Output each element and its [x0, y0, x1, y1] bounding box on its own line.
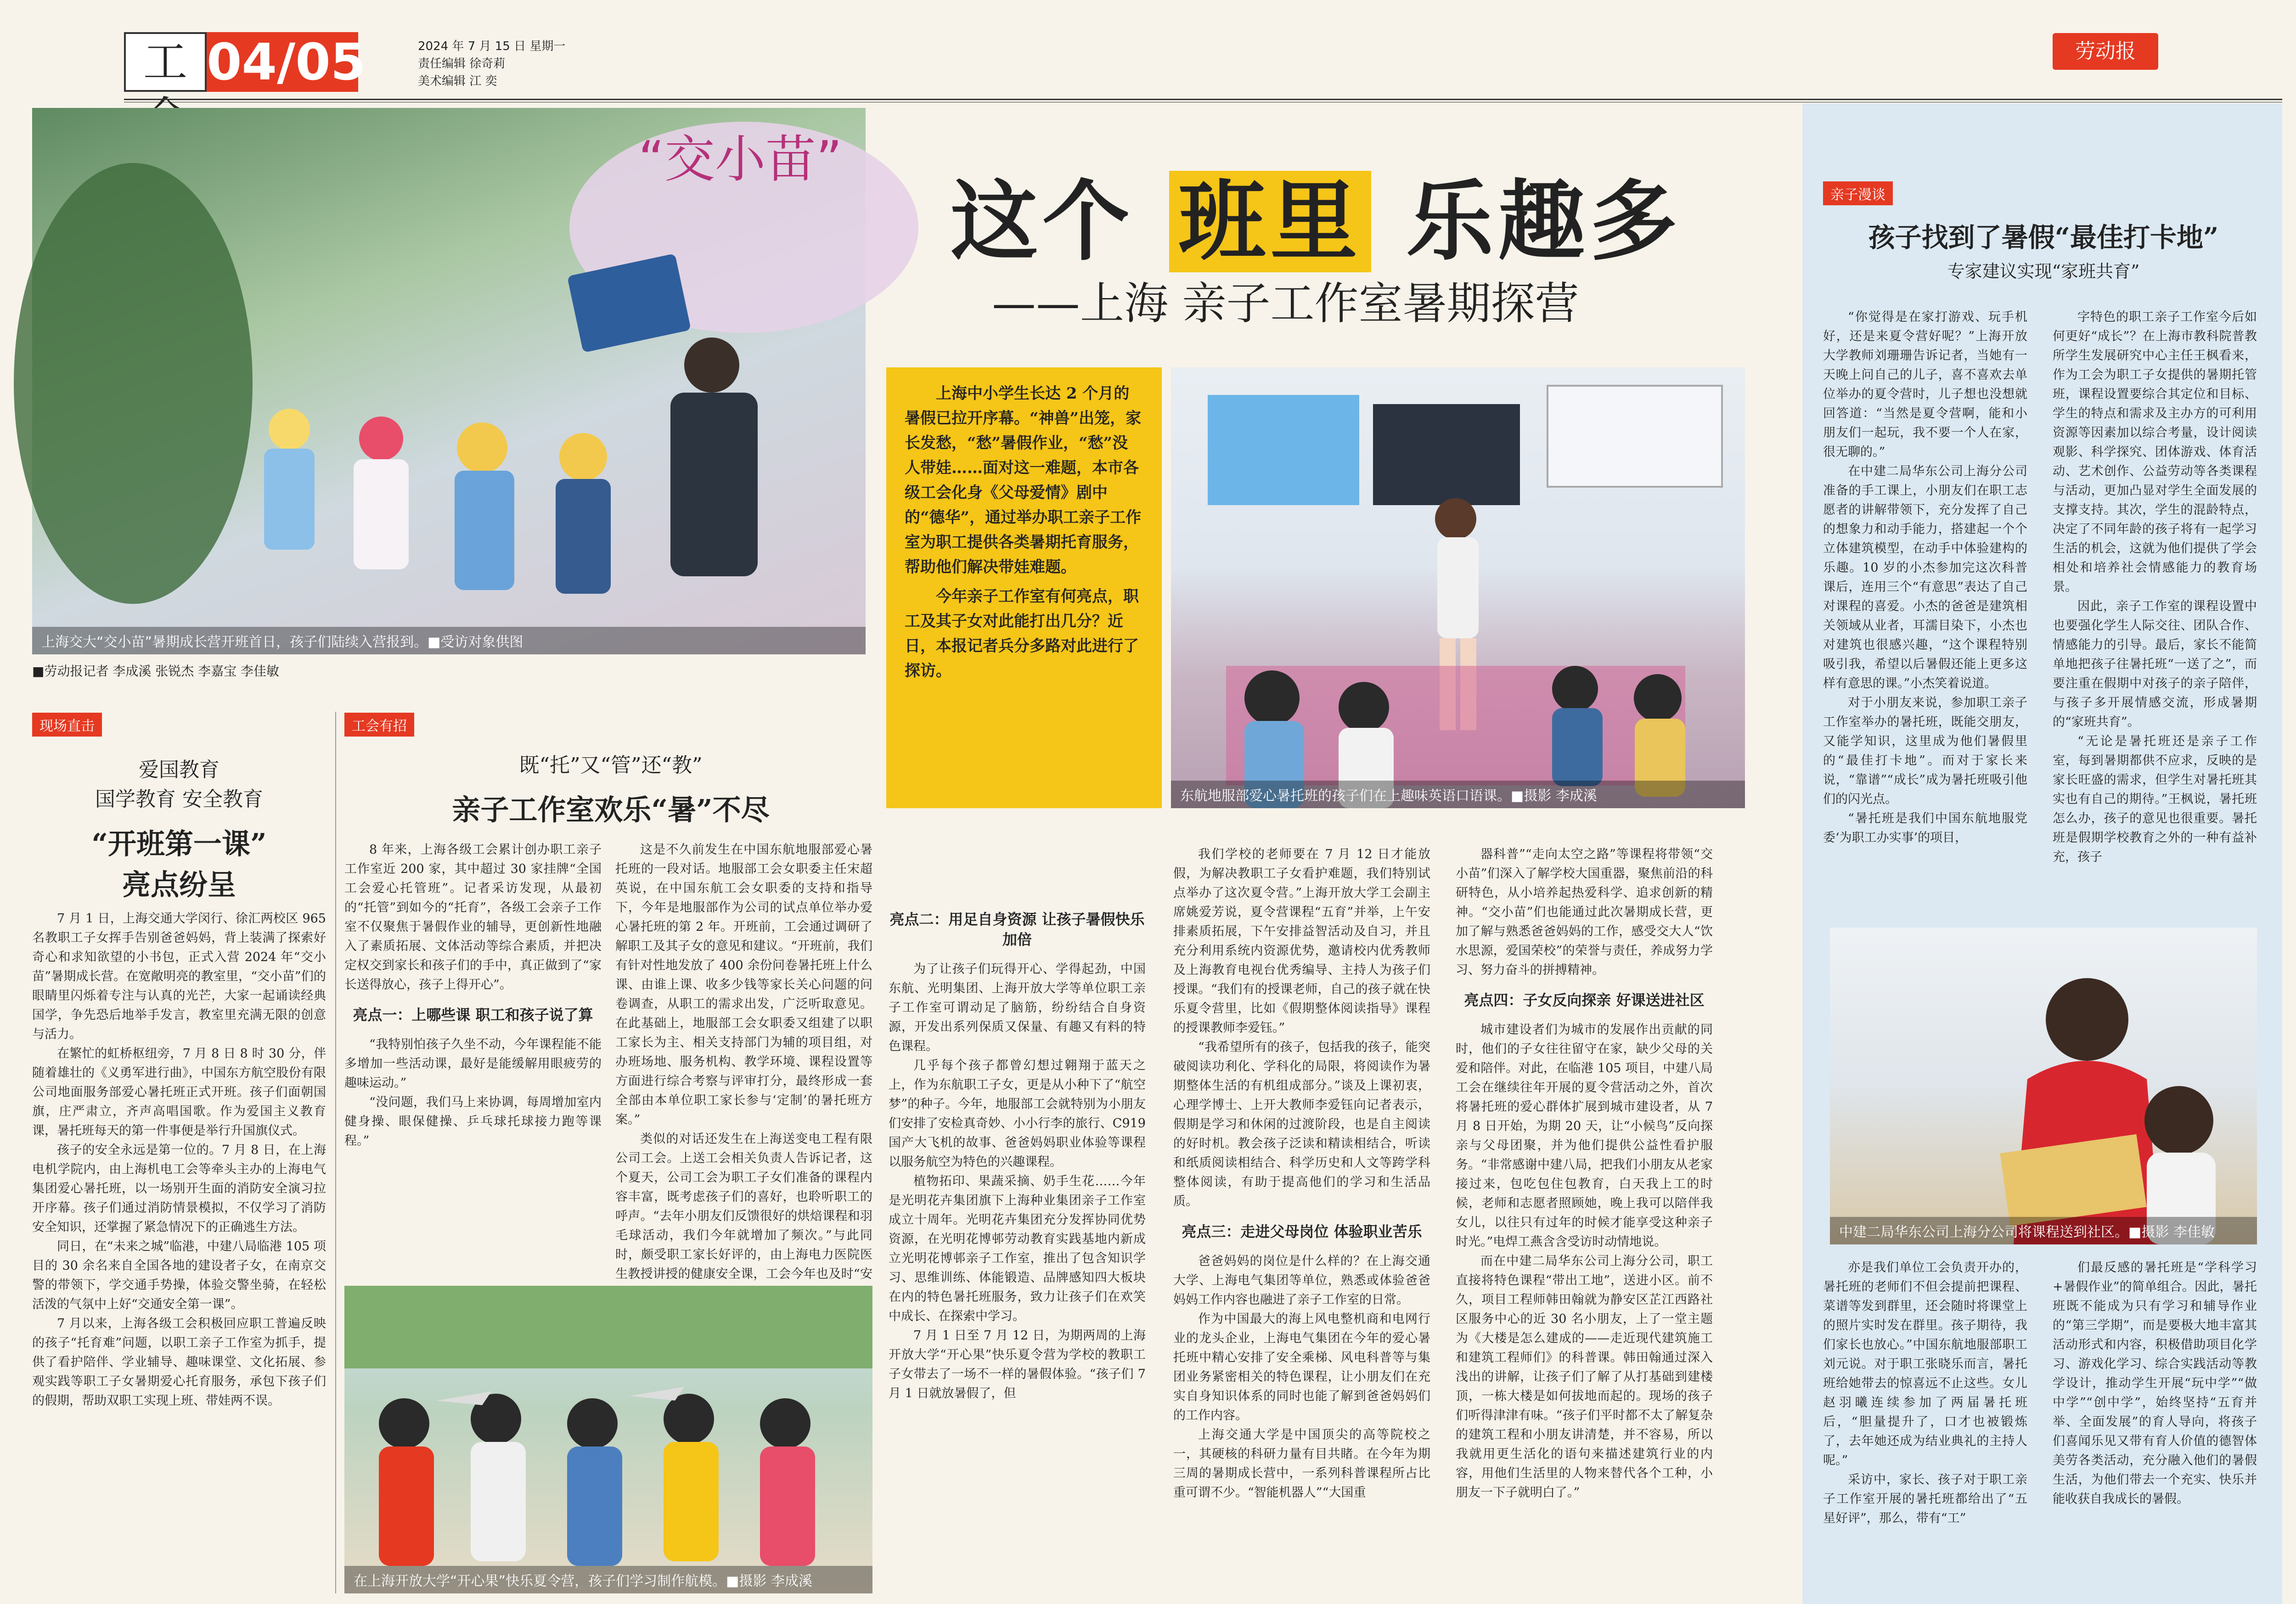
sidebar-column-4 [2053, 1258, 2257, 1593]
mid-headline [344, 749, 877, 828]
mid-paragraph: 这是不久前发生在中国东航地服部爱心暑托班的一段对话。地服部工会女职委主任宋超英说，在中国东航工会女职委的支持和指导下，今年是地服部作为公司的试点单位举办爱心暑托班的第 2 年。开班前，工会通过调研了解职工及其子女的意见和建议。“开班前，我们有针对性地发放了 400 余份问卷暑托班上什么课、由谁上课、收多少钱等家长关心问题的问卷调查，从职工的需求出发，广泛听取意见。在此基础上，地服部工会女职委又组建了以职工家长为主、相关支持部门为辅的项目组，对办班场地、服务机构、教学环境、课程设置等方面进行综合考察与评审打分，最终形成一套全部由本单位职工家长参与‘定制’的暑托班方案。” [615, 843, 872, 1127]
photo-sign-text: “交小苗” [638, 130, 842, 189]
sidebar-title: 孩子找到了暑假“最佳打卡地” [1868, 222, 2219, 253]
sidebar-paragraph: “无论是暑托班还是亲子工作室，每到暑期都供不应求，反映的是家长旺盛的需求，但学生对暑托班其实也有自己的期待。”王枫说，暑托班怎么办，孩子的意见也很重要。暑托班是假期学校教育之外的一种有益补充，孩子 [2053, 734, 2257, 864]
sidebar-column-2 [2053, 308, 2257, 918]
sidebar-photo [1830, 928, 2257, 1244]
page-number: 04/05 [207, 33, 366, 91]
sidebar-paragraph: 亦是我们单位工会负责开办的，暑托班的老师们不但会提前把课程、菜谱等发到群里，还会随时将课堂上的照片实时发在群里。孩子期待，我们家长也放心。”中国东航地服部职工刘元说。对于职工张晓乐而言，暑托班给她带去的惊喜远不止这些。女儿赵羽曦连续参加了两届暑托班后，“胆量提升了，口才也被锻炼了，去年她还成为结业典礼的主持人呢。” [1823, 1261, 2027, 1468]
left-headline [32, 753, 326, 903]
mid-paragraph: “我特别怕孩子久坐不动，今年课程能不能多增加一些活动课，最好是能缓解用眼疲劳的趣味运动。” [344, 1037, 602, 1090]
left-article [32, 909, 326, 1593]
mid-column-1 [344, 840, 602, 1272]
column-divider [335, 712, 336, 1593]
left-paragraph: 7 月 1 日，上海交通大学闵行、徐汇两校区 965 名教职工子女挥手告别爸爸妈妈，背上装满了探索好奇心和求知欲望的小书包，正式入营 2024 年“交小苗”暑期成长营。在宽敞明亮的教室里，“交小苗”们的眼睛里闪烁着专注与认真的光芒，大家一起诵读经典国学，争先恐后地举手发言，教室里充满无限的创意与活力。 [32, 912, 326, 1041]
sidebar-column-3 [1823, 1258, 2027, 1593]
section-tag-scene: 现场直击 [32, 713, 102, 737]
section-tag-parenting: 亲子漫谈 [1823, 181, 1893, 205]
issue-date: 2024 年 7 月 15 日 星期一 [418, 39, 566, 53]
highlight-2-heading: 亮点二：用足自身资源 让孩子暑假快乐加倍 [889, 911, 1145, 948]
sidebar-paragraph: “你觉得是在家打游戏、玩手机好，还是来夏令营好呢？”上海开放大学教师刘珊珊告诉记者，当她有一天晚上问自己的儿子，喜不喜欢去单位举办的夏令营时，儿子想也没想就回答道：“当然是夏令营啊，能和小朋友们一起玩，我不要一个人在家，很无聊的。” [1823, 310, 2027, 459]
logo-text: 劳动报 [2075, 39, 2136, 63]
mid-paragraph: “我希望所有的孩子，包括我的孩子，能突破阅读功利化、学科化的局限，将阅读作为暑期整体生活的有机组成部分。”谈及上课初衷，心理学博士、上开大教师李爱钰向记者表示，假期是学习和休闲的过渡阶段，也是自主阅读的好时机。教会孩子泛读和精读相结合，听读和纸质阅读相结合、科学历史和人文等跨学科整体阅读，有助于提高他们的学习和生活品质。 [1173, 1040, 1430, 1209]
mid-paragraph: 作为中国最大的海上风电整机商和电网行业的龙头企业，上海电气集团在今年的爱心暑托班中精心安排了安全乘梯、风电科普等与集团业务紧密相关的特色课程，让小朋友们在充实自身知识体系的同时也能了解到爸爸妈妈们的工作内容。 [1173, 1312, 1430, 1423]
lead-box [886, 367, 1162, 808]
mid-column-4 [1173, 845, 1430, 1593]
left-paragraph: 孩子的安全永远是第一位的。7 月 8 日，在上海电机学院内，由上海机电工会等牵头主办的上海电气集团爱心暑托班，以一场别开生面的消防安全演习拉开序幕。孩子们通过消防情景模拟，不仅学习了消防安全知识，还掌握了紧急情况下的正确逃生方法。 [32, 1143, 326, 1234]
section-tag-union: 工会有招 [344, 713, 414, 737]
top-photo-caption: 上海交大“交小苗”暑期成长营开班首日，孩子们陆续入营报到。■受访对象供图 [32, 627, 866, 654]
classroom-photo [1171, 367, 1745, 808]
left-paragraph: 同日，在“未来之城”临港，中建八局临港 105 项目的 30 余名来自全国各地的建设者子女，在南京交警的带领下，学交通手势操，体验交警坐骑，在轻松活泼的气氛中上好“交通安全第一课”。 [32, 1239, 326, 1311]
sidebar-column-1 [1823, 308, 2027, 918]
left-headline-4: 亮点纷呈 [122, 868, 236, 901]
highlight-3-heading: 亮点三：走进父母岗位 体验职业苦乐 [1182, 1223, 1422, 1240]
mid-paragraph: 器科普”“走向太空之路”等课程将带领“交小苗”们深入了解学校大国重器，聚焦前沿的科研特色，从小培养起热爱科学、追求创新的精神。“交小苗”们也能通过此次暑期成长营，更加了解与熟悉爸爸妈妈的工作，感受交大人“饮水思源，爱国荣校”的荣誉与责任，养成努力学习、努力奋斗的拼搏精神。 [1456, 847, 1713, 977]
mid-paragraph: 城市建设者们为城市的发展作出贡献的同时，他们的子女往往留守在家，缺少父母的关爱和陪伴。对此，在临港 105 项目，中建八局工会在继续往年开展的夏令营活动之外，首次将暑托班的爱心群体扩展到城市建设者，从 7 月 8 日开始，为期 20 天，让“小候鸟”反向探亲与父母团聚，并为他们提供公益性看护服务。“非常感谢中建八局，把我们小朋友从老家接过来，包吃包住包教育，白天我上工的时候，老师和志愿者照顾她，晚上我可以陪伴我女儿，以往只有过年的时候才能享受这种亲子时光。”电焊工燕含含受访时动情地说。 [1456, 1023, 1713, 1249]
sidebar-photo-illustration [1830, 928, 2257, 1244]
mid-paragraph: 我们学校的老师要在 7 月 12 日才能放假，为解决教职工子女看护难题，我们特别试点举办了这次夏令营。”上海开放大学工会副主席姚爱芳说，夏令营课程“五育”并举，上午安排素质拓展，下午安排益智活动及自习，并且充分利用系统内资源优势，邀请校内优秀教师及上海教育电视台优秀编导、主持人为孩子们授课。“我们有的授课老师，自己的孩子就在快乐夏令营里，比如《假期整体阅读指导》课程的授课教师李爱钰。” [1173, 847, 1430, 1035]
sidebar-subtitle: 专家建议实现“家班共育” [1947, 261, 2140, 281]
main-title-highlight: 班里 [1169, 171, 1371, 272]
bottom-photo-caption: 在上海开放大学“开心果”快乐夏令营，孩子们学习制作航模。■摄影 李成溪 [344, 1566, 872, 1593]
main-title-a: 这个 [951, 171, 1135, 272]
sidebar-paragraph: 采访中，家长、孩子对于职工亲子工作室开展的暑托班都给出了“五星好评”，那么，带有“工” [1823, 1473, 2027, 1525]
header-rule [124, 99, 2282, 100]
lead-paragraph-2: 今年亲子工作室有何亮点，职工及其子女对此能打出几分？近日，本报记者兵分多路对此进行了探访。 [905, 587, 1139, 680]
newspaper-logo [2053, 33, 2158, 70]
page-section-tag [124, 32, 366, 92]
mid-kicker: 既“托”又“管”还“教” [519, 754, 703, 777]
left-headline-3: “开班第一课” [91, 827, 267, 861]
lead-paragraph-1: 上海中小学生长达 2 个月的暑假已拉开序幕。“神兽”出笼，家长发愁，“愁”暑假作业，“愁”没人带娃……面对这一难题，本市各级工会化身《父母爱情》剧中的“德华”，通过举办职工亲子工作室为职工提供各类暑期托育服务，帮助他们解决带娃难题。 [905, 384, 1142, 576]
mid-paragraph: “没问题，我们马上来协调，每周增加室内健身操、眼保健操、乒乓球托球接力跑等课程。” [344, 1095, 602, 1148]
sidebar-paragraph: “暑托班是我们中国东航地服党委‘为职工办实事’的项目， [1823, 811, 2027, 845]
main-title [951, 152, 1682, 277]
highlight-1-heading: 亮点一：上哪些课 职工和孩子说了算 [353, 1006, 593, 1024]
main-subtitle: ——上海 亲子工作室暑期探营 [992, 278, 1579, 329]
mid-column-3 [889, 845, 1146, 1593]
bottom-photo-illustration [344, 1286, 872, 1593]
bottom-photo [344, 1286, 872, 1593]
mid-column-5 [1456, 845, 1713, 1593]
highlight-4-heading: 亮点四：子女反向探亲 好课送进社区 [1464, 991, 1705, 1009]
classroom-photo-caption: 东航地服部爱心暑托班的孩子们在上趣味英语口语课。■摄影 李成溪 [1171, 781, 1745, 808]
responsible-editor: 责任编辑 徐奇莉 [418, 57, 506, 71]
top-photo-credit: ■劳动报记者 李成溪 张锐杰 李嘉宝 李佳敏 [32, 664, 280, 679]
left-headline-2: 国学教育 安全教育 [95, 788, 263, 811]
sidebar-paragraph: 对于小朋友来说，参加职工亲子工作室举办的暑托班，既能交朋友，又能学知识，这里成为他们暑假里的“最佳打卡地”。而对于家长来说，“靠谱”“成长”成为暑托班吸引他们的闪光点。 [1823, 696, 2027, 806]
mid-paragraph: 7 月 1 日至 7 月 12 日，为期两周的上海开放大学“开心果”快乐夏令营为学校的教职工子女带去了一场不一样的暑假体验。“孩子们 7 月 1 日就放暑假了，但 [889, 1328, 1146, 1401]
sidebar-paragraph: 字特色的职工亲子工作室今后如何更好“成长”？在上海市教科院普教所学生发展研究中心主任王枫看来，作为工会为职工子女提供的暑期托管班，课程设置要综合其定位和目标、学生的特点和需求及主办方的可利用资源等因素加以综合考量，设计阅读观影、科学探究、团体游戏、体育活动、艺术创作、公益劳动等各类课程与活动，更加凸显对学生全面发展的支撑支持。其次，学生的混龄特点，决定了不同年龄的孩子将有一起学习生活的机会，这就为他们提供了学会相处和培养社会情感能力的教育场景。 [2053, 310, 2257, 594]
mid-paragraph: 为了让孩子们玩得开心、学得起劲，中国东航、光明集团、上海开放大学等单位职工亲子工作室可谓动足了脑筋，纷纷结合自身资源，开发出系列保质又保量、有趣又有料的特色课程。 [889, 962, 1146, 1053]
left-paragraph: 在繁忙的虹桥枢纽旁，7 月 8 日 8 时 30 分，伴随着雄壮的《义勇军进行曲》，中国东方航空股份有限公司地面服务部爱心暑托班正式开班。孩子们面朝国旗，庄严肃立，齐声高唱国歌。作为爱国主义教育课，暑托班每天的第一件事便是举行升国旗仪式。 [32, 1047, 326, 1138]
mid-column-2 [615, 840, 872, 1281]
mid-paragraph: 上海交通大学是中国顶尖的高等院校之一，其硬核的科研力量有目共睹。在今年为期三周的暑期成长营中，一系列科普课程所占比重可谓不少。“智能机器人”“大国重 [1173, 1428, 1430, 1500]
top-photo [32, 108, 866, 654]
mid-paragraph: 几乎每个孩子都曾幻想过翱翔于蓝天之上，作为东航职工子女，更是从小种下了“航空梦”的种子。今年，地服部工会就特别为小朋友们安排了安检真奇妙、小小行李的旅行、C919 国产大飞机的故事、爸爸妈妈职业体验等课程以服务航空为特色的兴趣课程。 [889, 1058, 1146, 1169]
sidebar-paragraph: 因此，亲子工作室的课程设置中也要强化学生人际交往、团队合作、情感能力的引导。最后，家长不能简单地把孩子往暑托班“一送了之”，而要注重在假期中对孩子的亲子陪伴，与孩子多开展情感交流，形成暑期的“家班共育”。 [2053, 599, 2257, 729]
mid-paragraph: 植物拓印、果蔬采摘、奶手生花……今年是光明花卉集团旗下上海种业集团亲子工作室成立十周年。光明花卉集团充分发挥协同优势资源，在光明花博邨劳动教育实践基地内新成立光明花博邨亲子工作室，推出了包含知识学习、思维训练、体能锻造、品牌感知四大板块在内的特色暑托班服务，致力让孩子们在欢笑中成长、在探索中学习。 [889, 1174, 1146, 1323]
sidebar-photo-caption: 中建二局华东公司上海分公司将课程送到社区。■摄影 李佳敏 [1830, 1217, 2257, 1244]
left-headline-1: 爱国教育 [139, 758, 219, 782]
sidebar-paragraph: 在中建二局华东公司上海分公司准备的手工课上，小朋友们在职工志愿者的讲解带领下，充分发挥了自己的想象力和动手能力，搭建起一个个立体建筑模型，在动手中体验建构的乐趣。10 岁的小杰参加完这次科普课后，连用三个“有意思”表达了自己对课程的喜爱。小杰的爸爸是建筑相关领域从业者，耳濡目染下，小杰也对建筑也很感兴趣，“这个课程特别吸引我，希望以后暑假还能上更多这样有意思的课。”小杰笑着说道。 [1823, 464, 2027, 691]
main-title-b: 乐趣多 [1406, 171, 1682, 272]
art-editor: 美术编辑 江 奕 [418, 74, 497, 88]
issue-meta [418, 38, 565, 90]
mid-paragraph: 类似的对话还发生在上海送变电工程有限公司工会。上送工会相关负责人告诉记者，这个夏天，公司工会为职工子女们准备的课程内容丰富，既考虑孩子们的喜好，也聆听职工的呼声。“去年小朋友们反馈很好的烘焙课程和羽毛球活动，我们今年就增加了频次。”与此同时，颇受职工家长好评的，由上海电力医院医生教授讲授的健康安全课，工会今年也及时“安 [615, 1132, 872, 1281]
mid-headline-main: 亲子工作室欢乐“暑”不尽 [452, 793, 770, 827]
mid-paragraph: 而在中建二局华东公司上海分公司，职工直接将特色课程“带出工地”，送进小区。前不久，项目工程师韩田翰就为静安区芷江西路社区服务中心的近 30 名小朋友，上了一堂主题为《大楼是怎么建成的——走近现代建筑施工和建筑工程师们》的科普课。韩田翰通过深入浅出的讲解，让孩子们了解了从打基础到建楼顶，一栋大楼是如何拔地而起的。现场的孩子们听得津津有味。“孩子们平时都不太了解复杂的建筑工程和小朋友讲清楚，并不容易，所以我就用更生活化的语句来描述建筑行业的内容，用他们生活里的人物来替代各个工种，小朋友一下子就明白了。” [1456, 1254, 1713, 1500]
sidebar-paragraph: 们最反感的暑托班是“学科学习+暑假作业”的简单组合。因此，暑托班既不能成为只有学习和辅导作业的“第三学期”，而是要极大地丰富其活动形式和内容，积极借助项目化学习、游戏化学习、综合实践活动等教学设计，推动学生开展“玩中学”“做中学”“创中学”，始终坚持“五育并举、全面发展”的育人导向，将孩子们喜闻乐见又带有育人价值的德智体美劳各类活动，充分融入他们的暑假生活，为他们带去一个充实、快乐并能收获自我成长的暑假。 [2053, 1261, 2257, 1506]
top-photo-illustration [32, 108, 866, 654]
classroom-illustration [1171, 367, 1745, 808]
mid-paragraph: 爸爸妈妈的岗位是什么样的？在上海交通大学、上海电气集团等单位，熟悉或体验爸爸妈妈工作内容也融进了亲子工作室的日常。 [1173, 1254, 1430, 1307]
left-paragraph: 7 月以来，上海各级工会积极回应职工普遍反映的孩子“托育难”问题，以职工亲子工作室为抓手，提供了看护陪伴、学业辅导、趣味课堂、文化拓展、参观实践等职工子女暑期爱心托育服务，承包下孩子们的假期，帮助双职工实现上班、带娃两不误。 [32, 1317, 326, 1408]
mid-paragraph: 8 年来，上海各级工会累计创办职工亲子工作室近 200 家，其中超过 30 家挂牌“全国工会爱心托管班”。记者采访发现，从最初的“托管”到如今的“托育”，各级工会亲子工作室不仅聚焦于暑假作业的辅导，更创新性地融入了素质拓展、文体活动等综合素质，并把决定权交到家长和孩子们的手中，真正做到了“家长送得放心，孩子上得开心”。 [344, 843, 602, 992]
section-label: 工 [124, 32, 207, 92]
